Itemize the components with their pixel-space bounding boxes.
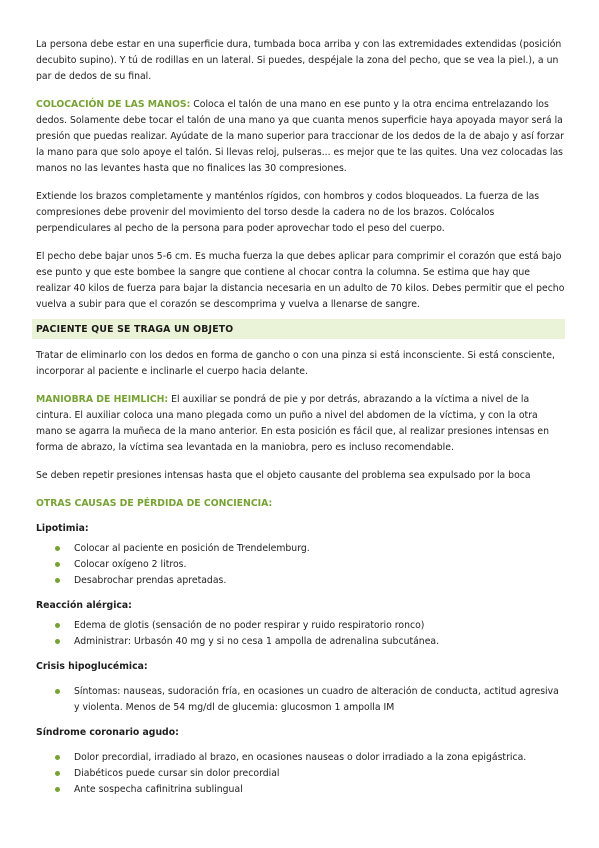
section-lipotimia xyxy=(36,521,566,589)
bullet-icon xyxy=(55,562,60,567)
section-reaccion-alergica xyxy=(36,598,566,650)
list-item xyxy=(36,750,566,766)
bullet-list xyxy=(36,541,566,589)
section-title: Crisis hipoglucémica: xyxy=(36,661,148,672)
bullet-list xyxy=(36,750,566,798)
list-item xyxy=(36,541,566,557)
bullet-icon xyxy=(55,787,60,792)
section-sindrome-coronario xyxy=(36,725,566,798)
heimlich-text: El auxiliar se pondrá de pie y por detrás, abrazando a la víctima a nivel de la cintura. El auxiliar coloca una mano plegada como un puño a nivel del abdomen de la víctima, y con la otra mano se agarra la muñeca de la mano anterior. En esta posición es fácil que, al realizar presiones intensas en forma de abrazo, la víctima sea levantada en la maniobra, pero es incluso recomendable. xyxy=(36,394,550,453)
hands-title: COLOCACIÓN DE LAS MANOS: xyxy=(36,99,191,110)
section-crisis-hipoglucemica xyxy=(36,659,566,716)
list-item-text: Colocar oxígeno 2 litros. xyxy=(74,559,187,570)
bullet-icon xyxy=(55,578,60,583)
bullet-list xyxy=(36,684,566,716)
choking-paragraph: Tratar de eliminarlo con los dedos en forma de gancho o con una pinza si está inconsciente. Si está consciente, incorporar al paciente e inclinarle el cuerpo hacia delante. xyxy=(36,350,555,377)
section-title: Síndrome coronario agudo: xyxy=(36,727,179,738)
hands-text: Coloca el talón de una mano en ese punto y la otra encima entrelazando los dedos. Solamente debe tocar el talón de una mano ya que cuanta menos superficie haya apoyada mayor será la presión que puedas realizar. Ayúdate de la mano superior para traccionar de los dedos de la de abajo y así forzar la mano para que solo apoye el talón. Si llevas reloj, pulseras... es mejor que te las quites. Una vez colocadas las manos no las levantes hasta que no finalices las 30 compresiones. xyxy=(36,99,564,174)
repeat-paragraph: Se deben repetir presiones intensas hasta que el objeto causante del problema sea expulsado por la boca xyxy=(36,470,531,481)
list-item-text: Colocar al paciente en posición de Trendelemburg. xyxy=(74,543,310,554)
list-item-text: Dolor precordial, irradiado al brazo, en ocasiones nauseas o dolor irradiado a la zona epigástrica. xyxy=(74,752,527,763)
heimlich-title: MANIOBRA DE HEIMLICH: xyxy=(36,394,169,405)
other-causes-title: OTRAS CAUSAS DE PÉRDIDA DE CONCIENCIA: xyxy=(36,498,273,509)
document-content xyxy=(36,37,566,798)
list-item-text: Diabéticos puede cursar sin dolor precordial xyxy=(74,768,280,779)
choking-heading-band xyxy=(32,319,565,339)
bullet-icon xyxy=(55,771,60,776)
heimlich-paragraph xyxy=(36,392,566,456)
list-item xyxy=(36,766,566,782)
bullet-icon xyxy=(55,546,60,551)
list-item xyxy=(36,782,566,798)
section-title: Reacción alérgica: xyxy=(36,600,132,611)
section-title: Lipotimia: xyxy=(36,523,89,534)
list-item-text: Administrar: Urbasón 40 mg y si no cesa 1 ampolla de adrenalina subcutánea. xyxy=(74,636,440,647)
bullet-icon xyxy=(55,689,60,694)
list-item-text: Síntomas: nauseas, sudoración fría, en ocasiones un cuadro de alteración de conducta, actitud agresiva y violenta. Menos de 54 mg/dl de glucemia: glucosmon 1 ampolla IM xyxy=(74,686,559,713)
list-item xyxy=(36,618,566,634)
bullet-icon xyxy=(55,623,60,628)
list-item xyxy=(36,573,566,589)
choking-heading: PACIENTE QUE SE TRAGA UN OBJETO xyxy=(36,323,234,335)
bullet-icon xyxy=(55,639,60,644)
list-item-text: Ante sospecha cafinitrina sublingual xyxy=(74,784,243,795)
bullet-list xyxy=(36,618,566,650)
list-item-text: Edema de glotis (sensación de no poder respirar y ruido respiratorio ronco) xyxy=(74,620,425,631)
list-item xyxy=(36,684,566,716)
list-item xyxy=(36,634,566,650)
intro-paragraph: La persona debe estar en una superficie dura, tumbada boca arriba y con las extremidades extendidas (posición decubito supino). Y tú de rodillas en un lateral. Si puedes, despéjale la zona del pecho, que se vea la piel.), a un par de dedos de su final. xyxy=(36,39,562,82)
hands-paragraph xyxy=(36,97,566,177)
list-item xyxy=(36,557,566,573)
bullet-icon xyxy=(55,755,60,760)
arms-paragraph: Extiende los brazos completamente y manténlos rígidos, con hombros y codos bloqueados. La fuerza de las compresiones debe provenir del movimiento del torso desde la cadera no de los brazos. Colócalos perpendiculares al pecho de la persona para poder aprovechar todo el peso del cuerpo. xyxy=(36,191,540,234)
list-item-text: Desabrochar prendas apretadas. xyxy=(74,575,227,586)
chest-paragraph: El pecho debe bajar unos 5-6 cm. Es mucha fuerza la que debes aplicar para comprimir el corazón que está bajo ese punto y que este bombee la sangre que contiene al chocar contra la columna. Se estima que hay que realizar 40 kilos de fuerza para bajar la distancia necesaria en un adulto de 70 kilos. Debes permitir que el pecho vuelva a subir para que el corazón se descomprima y vuelva a llenarse de sangre. xyxy=(36,251,565,310)
